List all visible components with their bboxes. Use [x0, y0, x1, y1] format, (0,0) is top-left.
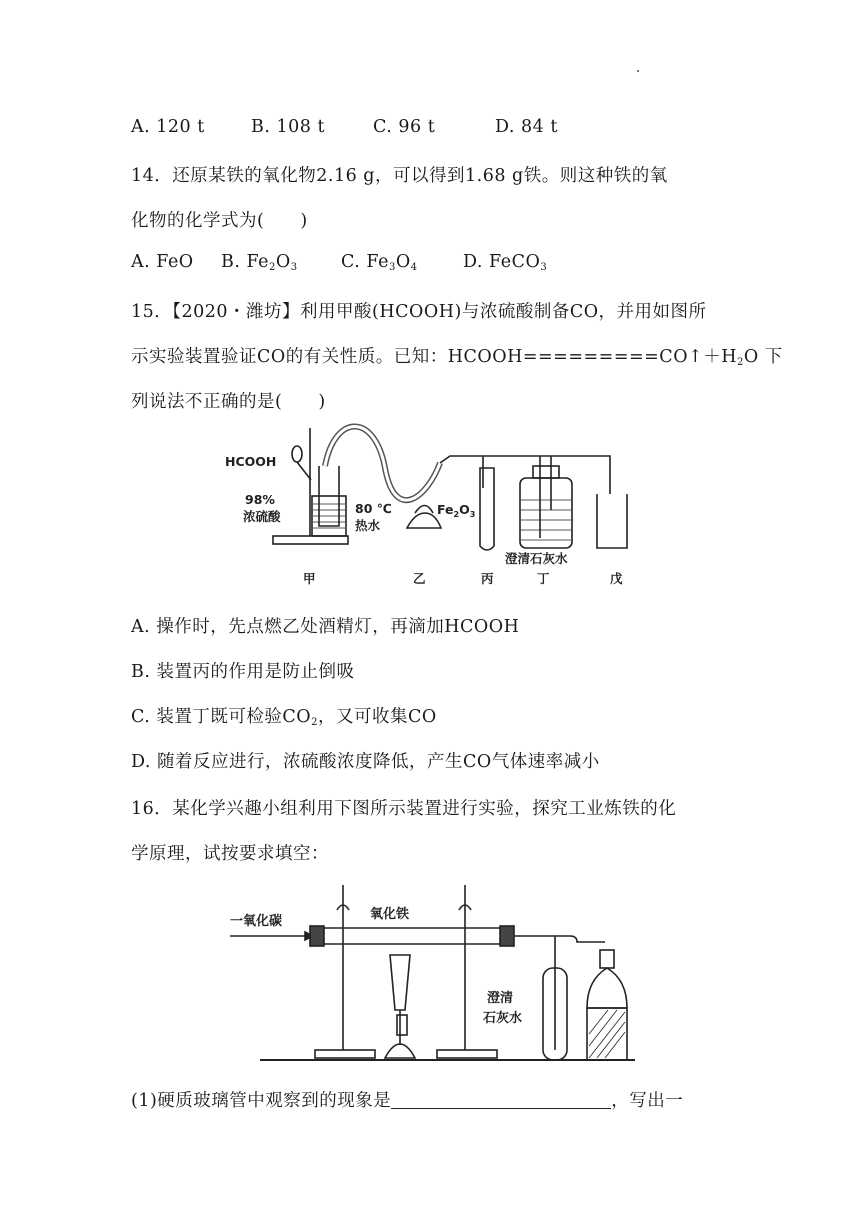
- q14-stem-line1: 14．还原某铁的氧化物2.16 g，可以得到1.68 g铁。则这种铁的氧: [131, 166, 668, 186]
- limewater-bottle: [520, 478, 572, 548]
- q15-option-a: A. 操作时，先点燃乙处酒精灯，再滴加HCOOH: [131, 617, 520, 637]
- q13-option-a: A. 120 t: [131, 117, 205, 137]
- q13-option-b: B. 108 t: [251, 117, 325, 137]
- hard-glass-tube: [317, 928, 507, 944]
- q15-option-b: B. 装置丙的作用是防止倒吸: [131, 662, 355, 682]
- label-hot-water: 热水: [355, 518, 381, 533]
- label-ding: 丁: [537, 571, 550, 586]
- q16-apparatus-figure: [225, 880, 650, 1065]
- label-iron-oxide: 氧化铁: [370, 907, 410, 922]
- q13-option-c: C. 96 t: [373, 117, 436, 137]
- q16-sub1: (1)硬质玻璃管中观察到的现象是 ，写出一: [131, 1091, 684, 1111]
- q16-stem-line1: 16．某化学兴趣小组利用下图所示装置进行实验，探究工业炼铁的化: [131, 799, 677, 819]
- q14-option-b: B. $Fe_2O_3$: [221, 252, 298, 273]
- q15-option-d: D. 随着反应进行，浓硫酸浓度降低，产生CO气体速率减小: [131, 752, 600, 772]
- label-wu: 戊: [610, 571, 623, 586]
- q13-option-d: D. 84 t: [495, 117, 558, 137]
- q15-stem-line2: 示实验装置验证CO的有关性质。已知：$HCOOH=========CO↑+H_2O$ 下: [131, 347, 783, 368]
- spirit-lamp: [385, 1044, 415, 1058]
- q14-stem-line2: 化物的化学式为( ): [131, 211, 308, 231]
- label-98pct: 98%: [245, 492, 275, 507]
- q15-stem-line1: 15．【2020・潍坊】利用甲酸(HCOOH)与浓硫酸制备CO，并用如图所: [131, 302, 707, 322]
- burner-flame: [587, 968, 627, 1008]
- empty-beaker-wu: [597, 494, 627, 548]
- label-fe2o3: $Fe_2O_3$: [437, 502, 476, 519]
- label-bing: 丙: [481, 571, 494, 586]
- q15-stem-line3: 列说法不正确的是( ): [131, 392, 326, 412]
- stray-dot: [637, 70, 639, 72]
- q16-stem-line2: 学原理，试按要求填空：: [131, 844, 329, 864]
- answer-blank[interactable]: [391, 1090, 611, 1109]
- q15-option-c: C. 装置丁既可检验$CO_2$，又可收集CO: [131, 707, 437, 728]
- q14-option-d: D. FeCO$_3$: [463, 252, 548, 273]
- label-co: 一氧化碳: [230, 914, 283, 929]
- label-yi: 乙: [413, 571, 426, 586]
- label-hcooh: HCOOH: [225, 454, 277, 469]
- support-block: [587, 1008, 627, 1060]
- label-lime1: 澄清: [487, 991, 514, 1006]
- q13-options: [131, 117, 558, 137]
- label-80c: 80 ℃: [355, 501, 392, 516]
- q14-options: [131, 252, 547, 273]
- label-limewater: 澄清石灰水: [505, 551, 568, 566]
- label-jia: 甲: [303, 571, 316, 586]
- label-conc-acid: 浓硫酸: [243, 509, 281, 524]
- q14-option-a: A. FeO: [131, 252, 194, 272]
- q15-apparatus-figure: [215, 418, 635, 593]
- q14-option-c: C. $Fe_3O_4$: [341, 252, 418, 273]
- stand-base: [273, 536, 348, 544]
- alcohol-lamp: [407, 513, 441, 528]
- label-lime2: 石灰水: [483, 1011, 523, 1026]
- empty-tube-bing: [480, 468, 494, 550]
